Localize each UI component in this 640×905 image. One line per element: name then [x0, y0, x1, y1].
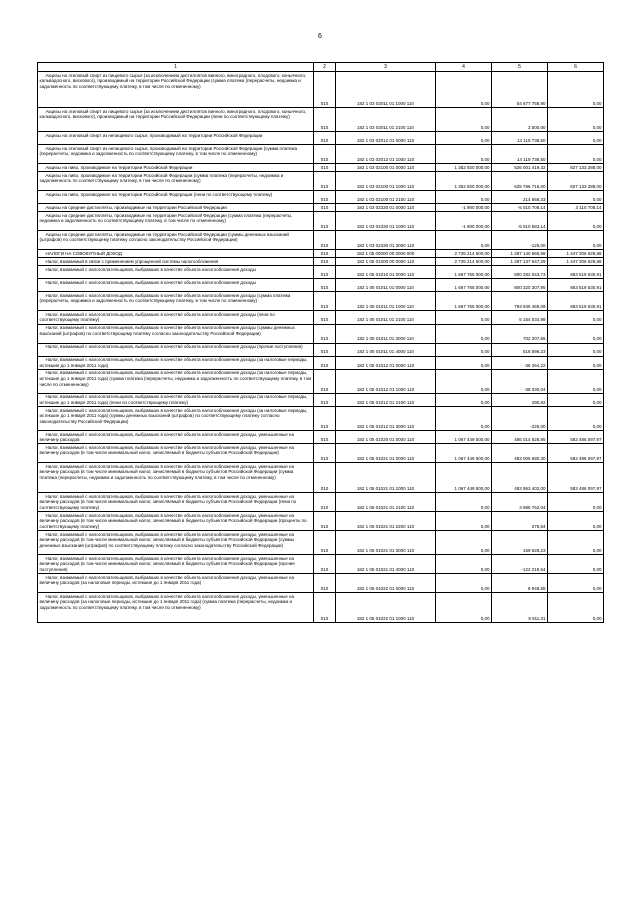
row-unexecuted: 0,00 — [548, 212, 604, 231]
row-unexecuted: 0,00 — [548, 324, 604, 343]
row-approved: 0,00 — [436, 407, 492, 431]
row-name-text: Налог, взимаемый с налогоплательщиков, выбравших в качестве объекта налогообложения доходы, уменьшенные на величину расходов (за налоговые периоды, истекшие до 1 января 2011 года) — [39, 574, 295, 586]
row-approved: 0,00 — [436, 369, 492, 393]
row-unexecuted: 0,00 — [548, 145, 604, 164]
row-line-code: 010 — [314, 231, 336, 250]
row-budget-code: 182 1 03 02011 01 1000 110 — [336, 72, 436, 108]
row-line-code: 010 — [314, 132, 336, 145]
row-name-text: Акцизы на этиловый спирт из непищевого сырья, производимый на территории Российской Федерации — [45, 132, 263, 138]
row-budget-code: 182 1 03 02330 01 0000 110 — [336, 204, 436, 212]
row-name-text: Налог, взимаемый с налогоплательщиков, выбравших в качестве объекта налогообложения доходы (за налоговые периоды, истекшие до 1 января 2011 года) (пени по соответствующему платежу) — [39, 394, 308, 405]
row-line-code: 010 — [314, 356, 336, 369]
row-executed: 8 911,31 — [492, 593, 548, 623]
row-name — [38, 574, 314, 593]
row-approved: 0,00 — [436, 531, 492, 555]
row-line-code: 010 — [314, 431, 336, 444]
row-name — [38, 531, 314, 555]
row-budget-code: 182 1 05 01022 01 0000 110 — [336, 574, 436, 593]
row-executed: -5 010 583,14 — [492, 212, 548, 231]
row-name — [38, 356, 314, 369]
row-budget-code: 182 1 03 02100 01 1000 110 — [336, 172, 436, 191]
row-executed: 14 119 738,50 — [492, 145, 548, 164]
row-approved: 1 352 920 000,00 — [436, 172, 492, 191]
row-approved: 0,00 — [436, 324, 492, 343]
row-line-code: 010 — [314, 204, 336, 212]
table-row — [38, 531, 604, 555]
row-unexecuted: 827 133 288,00 — [548, 172, 604, 191]
row-executed: 793 945 469,09 — [492, 292, 548, 311]
row-executed: 54 677 758,90 — [492, 72, 548, 108]
row-approved: 1 667 765 000,00 — [436, 266, 492, 279]
row-budget-code: 182 1 05 01012 01 0000 110 — [336, 356, 436, 369]
row-approved: 0,00 — [436, 108, 492, 132]
table-row — [38, 172, 604, 191]
row-approved: 1 667 765 000,00 — [436, 279, 492, 292]
table-row — [38, 555, 604, 574]
row-name — [38, 369, 314, 393]
row-name-text: Акцизы на средние дистилляты, производимые на территории Российской Федерации (сумма платежа (перерасчеты, недоимка и задолженность по соответствующему платежу, в том числе по отмененному) — [39, 212, 293, 224]
row-line-code: 010 — [314, 463, 336, 493]
row-unexecuted: 583 486 097,97 — [548, 431, 604, 444]
row-name — [38, 172, 314, 191]
row-name-text: Акцизы на этиловый спирт из пищевого сырья (за исключением дистиллятов винного, виноградного, плодового, коньячного, кальвадосного, вискового), производимый на территории Российской Федерации (сумма платежа (перерасчеты, недоимка и задолженность по соответствующему платежу, в том числе по отмененному) — [39, 72, 307, 89]
row-name — [38, 292, 314, 311]
row-name-text: Налог, взимаемый с налогоплательщиков, выбравших в качестве объекта налогообложения доходы, уменьшенные на величину расходов (в том числе минимальный налог, зачисляемый в бюджеты субъектов Российской Федерации (проценты по соответствующему платежу) — [39, 512, 307, 529]
row-executed: 290,82 — [492, 393, 548, 406]
row-name-text: Налог, взимаемый с налогоплательщиков, выбравших в качестве объекта налогообложения доходы (за налоговые периоды, истекшие до 1 января 2011 года) — [39, 357, 308, 368]
row-line-code: 010 — [314, 258, 336, 266]
row-approved: 0,00 — [436, 132, 492, 145]
row-approved: 0,00 — [436, 356, 492, 369]
row-unexecuted: 0,00 — [548, 493, 604, 512]
row-approved: 1 067 449 500,00 — [436, 444, 492, 463]
row-executed: 486 014 628,85 — [492, 431, 548, 444]
row-budget-code: 182 1 03 02100 01 2100 110 — [336, 191, 436, 204]
row-executed: 276,64 — [492, 512, 548, 531]
row-line-code: 010 — [314, 343, 336, 356]
row-budget-code: 182 1 05 01011 01 0000 110 — [336, 279, 436, 292]
row-name — [38, 266, 314, 279]
report-table — [37, 62, 604, 623]
row-name-text: Налог, взимаемый с налогоплательщиков, выбравших в качестве объекта налогообложения доходы (за налоговые периоды, истекшие до 1 января 2011 года) (сумма платежа (перерасчеты, недоимка и задолженность по соответствующему платежу, в том числе по отмененному) — [39, 370, 312, 387]
row-name — [38, 311, 314, 324]
row-name — [38, 108, 314, 132]
row-name-text: НАЛОГИ НА СОВОКУПНЫЙ ДОХОД — [45, 250, 122, 256]
row-budget-code: 182 1 05 01010 01 0000 110 — [336, 266, 436, 279]
column-header: 1 — [38, 63, 314, 72]
table-row — [38, 250, 604, 258]
row-name — [38, 279, 314, 292]
row-line-code: 010 — [314, 324, 336, 343]
row-name — [38, 204, 314, 212]
column-header: 2 — [314, 63, 336, 72]
row-line-code: 010 — [314, 279, 336, 292]
row-executed: 800 320 307,95 — [492, 279, 548, 292]
table-row — [38, 279, 604, 292]
row-name — [38, 555, 314, 574]
row-executed: -38 264,22 — [492, 356, 548, 369]
row-name — [38, 593, 314, 623]
column-header: 5 — [492, 63, 548, 72]
row-name-text: Налог, взимаемый в связи с применением упрощенной системы налогообложения — [45, 258, 219, 264]
row-unexecuted: 0,00 — [548, 191, 604, 204]
row-name — [38, 444, 314, 463]
row-name-text: Налог, взимаемый с налогоплательщиков, выбравших в качестве объекта налогообложения доходы — [45, 279, 256, 285]
row-line-code: 010 — [314, 512, 336, 531]
row-name — [38, 145, 314, 164]
row-executed: -38 330,04 — [492, 369, 548, 393]
row-name-text: Налог, взимаемый с налогоплательщиков, выбравших в качестве объекта налогообложения доходы, уменьшенные на величину расходов (в том числе минимальный налог, зачисляемый в бюджеты субъектов Российской Федерации (прочие поступления) — [39, 555, 295, 572]
column-number-row — [38, 63, 604, 72]
row-approved: 1 067 449 500,00 — [436, 463, 492, 493]
report-body — [38, 72, 604, 623]
row-name — [38, 512, 314, 531]
row-approved: 0,00 — [436, 311, 492, 324]
row-approved: 0,00 — [436, 393, 492, 406]
row-executed: 483 963 402,00 — [492, 463, 548, 493]
row-budget-code: 182 1 03 02012 01 1000 110 — [336, 145, 436, 164]
row-budget-code: 182 1 05 01011 01 4000 110 — [336, 343, 436, 356]
row-unexecuted: 0,00 — [548, 512, 604, 531]
row-approved: 0,00 — [436, 493, 492, 512]
row-approved: 0,00 — [436, 574, 492, 593]
row-name-text: Акцизы на этиловый спирт из пищевого сырья (за исключением дистиллятов винного, виноградного, плодового, коньячного, кальвадосного, вискового), производимый на территории Российской Федерации (пени по соответствующему платежу) — [39, 108, 307, 120]
row-approved: 0,00 — [436, 231, 492, 250]
row-budget-code: 182 1 05 01021 01 0000 110 — [336, 444, 436, 463]
row-approved: -1 900 000,00 — [436, 204, 492, 212]
row-approved: 1 352 920 000,00 — [436, 164, 492, 172]
row-executed: 483 005 680,30 — [492, 444, 548, 463]
row-approved: 0,00 — [436, 555, 492, 574]
row-name — [38, 324, 314, 343]
row-name-text: Налог, взимаемый с налогоплательщиков, выбравших в качестве объекта налогообложения доходы, уменьшенные на величину расходов (в том числе минимальный налог, зачисляемый в бюджеты субъектов Российской Федерации) — [39, 444, 295, 456]
row-name — [38, 212, 314, 231]
column-header: 3 — [336, 63, 436, 72]
row-budget-code: 182 1 05 01011 01 2100 110 — [336, 311, 436, 324]
row-line-code: 010 — [314, 172, 336, 191]
row-name-text: Налог, взимаемый с налогоплательщиков, выбравших в качестве объекта налогообложения доходы, уменьшенные на величину расходов (за налоговые периоды, истекшие до 1 января 2011 года) (сумма платежа (перерасчеты, недоимка и задолженность по соответствующему платежу, в том числе по отмененному) — [39, 593, 295, 610]
row-executed: 702 207,65 — [492, 324, 548, 343]
row-name-text: Акцизы на пиво, производимое на территории Российской Федерации — [45, 164, 193, 170]
table-row — [38, 574, 604, 593]
row-line-code: 010 — [314, 369, 336, 393]
row-unexecuted: 583 486 097,97 — [548, 444, 604, 463]
table-row — [38, 444, 604, 463]
row-unexecuted: 1 447 306 628,88 — [548, 250, 604, 258]
row-name — [38, 191, 314, 204]
row-executed: 14 119 738,50 — [492, 132, 548, 145]
row-budget-code: 182 1 05 01021 01 1000 110 — [336, 463, 436, 493]
table-row — [38, 407, 604, 431]
row-approved: -1 900 000,00 — [436, 212, 492, 231]
row-line-code: 010 — [314, 593, 336, 623]
row-budget-code: 182 1 05 01021 01 2200 110 — [336, 512, 436, 531]
table-row — [38, 343, 604, 356]
row-budget-code: 182 1 05 01012 01 2100 110 — [336, 393, 436, 406]
row-budget-code: 182 1 05 01011 01 1000 110 — [336, 292, 436, 311]
row-unexecuted: 0,00 — [548, 393, 604, 406]
row-name-text: Налог, взимаемый с налогоплательщиков, выбравших в качестве объекта налогообложения доходы, уменьшенные на величину расходов (в том числе минимальный налог, зачисляемый в бюджеты субъектов Российской Федерации (суммы денежных взысканий (штрафов) по соответствующему платежу согласно законодательству Российской Федерации) — [39, 531, 295, 548]
table-row — [38, 191, 604, 204]
row-approved: 0,00 — [436, 145, 492, 164]
row-unexecuted: 863 519 530,91 — [548, 266, 604, 279]
table-row — [38, 266, 604, 279]
row-budget-code: 182 1 05 01022 01 1000 110 — [336, 593, 436, 623]
table-row — [38, 369, 604, 393]
page-number: 6 — [318, 33, 322, 40]
row-name-text: Налог, взимаемый с налогоплательщиков, выбравших в качестве объекта налогообложения доходы (суммы денежных взысканий (штрафов) по соответствующему платежу согласно законодательству Российской Федерации) — [39, 325, 295, 336]
row-unexecuted: 583 486 097,97 — [548, 463, 604, 493]
row-name-text: Налог, взимаемый с налогоплательщиков, выбравших в качестве объекта налогообложения доходы (за налоговые периоды, истекшие до 1 января 2011 года) (суммы денежных взысканий (штрафов) по соответствующему платежу согласно законодательству Российской Федерации) — [39, 407, 308, 424]
row-approved: 1 667 765 000,00 — [436, 292, 492, 311]
row-executed: 3 986 762,04 — [492, 493, 548, 512]
row-executed: 525 786 716,00 — [492, 172, 548, 191]
row-unexecuted: 0,00 — [548, 311, 604, 324]
row-name — [38, 132, 314, 145]
row-budget-code: 182 1 05 01021 01 2100 110 — [336, 493, 436, 512]
row-budget-code: 182 1 05 00000 00 0000 000 — [336, 250, 436, 258]
row-unexecuted: 0,00 — [548, 356, 604, 369]
row-line-code: 010 — [314, 531, 336, 555]
row-budget-code: 182 1 03 02330 01 3000 110 — [336, 231, 436, 250]
row-name — [38, 72, 314, 108]
row-name-text: Налог, взимаемый с налогоплательщиков, выбравших в качестве объекта налогообложения доходы (пени по соответствующему платежу) — [39, 311, 275, 323]
row-line-code: 010 — [314, 292, 336, 311]
table-row — [38, 431, 604, 444]
row-name-text: Акцизы на средние дистилляты, производимые на территории Российской Федерации (суммы денежных взысканий (штрафов) по соответствующему платежу согласно законодательству Российской Федерации) — [39, 231, 289, 243]
row-executed: -225,00 — [492, 407, 548, 431]
row-unexecuted: 0,00 — [548, 574, 604, 593]
row-name — [38, 343, 314, 356]
table-row — [38, 132, 604, 145]
row-budget-code: 182 1 03 02012 01 0000 110 — [336, 132, 436, 145]
row-approved: 0,00 — [436, 72, 492, 108]
row-budget-code: 182 1 05 01020 01 0000 110 — [336, 431, 436, 444]
row-unexecuted: 0,00 — [548, 407, 604, 431]
row-budget-code: 182 1 05 01000 00 0000 110 — [336, 258, 436, 266]
table-row — [38, 231, 604, 250]
row-executed: 214 668,33 — [492, 191, 548, 204]
table-row — [38, 311, 604, 324]
row-name-text: Налог, взимаемый с налогоплательщиков, выбравших в качестве объекта налогообложения доходы, уменьшенные на величину расходов (в том числе минимальный налог, зачисляемый в бюджеты субъектов Российской Федерации (пени по соответствующему платежу) — [39, 493, 297, 510]
row-approved: 2 735 214 500,00 — [436, 250, 492, 258]
row-executed: 169 628,23 — [492, 531, 548, 555]
table-row — [38, 324, 604, 343]
row-line-code: 010 — [314, 164, 336, 172]
table-row — [38, 108, 604, 132]
row-executed: 3 500,00 — [492, 108, 548, 132]
row-unexecuted: 863 519 530,91 — [548, 292, 604, 311]
row-budget-code: 182 1 05 01012 01 3000 110 — [336, 407, 436, 431]
row-unexecuted: 0,00 — [548, 343, 604, 356]
table-row — [38, 593, 604, 623]
table-row — [38, 393, 604, 406]
row-budget-code: 182 1 05 01021 01 3000 110 — [336, 531, 436, 555]
row-name-text: Акцизы на этиловый спирт из непищевого сырья, производимый на территории Российской Федерации (сумма платежа (перерасчеты, недоимка и задолженность по соответствующему платежу, в том числе по отмененному) — [39, 145, 298, 157]
table-row — [38, 145, 604, 164]
row-unexecuted: 0,00 — [548, 72, 604, 108]
row-budget-code: 182 1 05 01021 01 4000 110 — [336, 555, 436, 574]
row-executed: 5 154 034,98 — [492, 311, 548, 324]
row-name — [38, 258, 314, 266]
row-name-text: Акцизы на пиво, производимое на территории Российской Федерации (пени по соответствующему платежу) — [45, 191, 273, 197]
table-row — [38, 164, 604, 172]
row-line-code: 010 — [314, 574, 336, 593]
row-line-code: 010 — [314, 407, 336, 431]
row-unexecuted: 0,00 — [548, 108, 604, 132]
row-unexecuted: 1 447 306 628,88 — [548, 258, 604, 266]
row-name — [38, 231, 314, 250]
table-row — [38, 493, 604, 512]
row-name-text: Налог, взимаемый с налогоплательщиков, выбравших в качестве объекта налогообложения доходы (прочие поступления) — [45, 344, 303, 349]
row-unexecuted: 0,00 — [548, 555, 604, 574]
row-unexecuted: 0,00 — [548, 531, 604, 555]
row-unexecuted: 827 133 288,00 — [548, 164, 604, 172]
row-approved: 0,00 — [436, 593, 492, 623]
row-name — [38, 431, 314, 444]
table-row — [38, 212, 604, 231]
row-executed: 800 282 043,73 — [492, 266, 548, 279]
row-name — [38, 393, 314, 406]
column-header: 4 — [436, 63, 492, 72]
table-row — [38, 204, 604, 212]
row-approved: 1 067 449 500,00 — [436, 431, 492, 444]
row-budget-code: 182 1 03 02100 01 0000 110 — [336, 164, 436, 172]
row-approved: 2 735 214 500,00 — [436, 258, 492, 266]
table-row — [38, 258, 604, 266]
row-executed: -125,00 — [492, 231, 548, 250]
row-budget-code: 182 1 03 02330 01 1000 110 — [336, 212, 436, 231]
row-line-code: 010 — [314, 108, 336, 132]
row-line-code: 010 — [314, 393, 336, 406]
row-name-text: Акцизы на пиво, производимое на территории Российской Федерации (сумма платежа (перерасчеты, недоимка и задолженность по соответствующему платежу, в том числе по отмененному) — [39, 172, 284, 184]
row-budget-code: 182 1 05 01012 01 1000 110 — [336, 369, 436, 393]
row-line-code: 010 — [314, 72, 336, 108]
row-name-text: Налог, взимаемый с налогоплательщиков, выбравших в качестве объекта налогообложения доходы (сумма платежа (перерасчеты, недоимка и задолженность по соответствующему платежу, в том числе по отмененному) — [39, 292, 291, 304]
row-name — [38, 164, 314, 172]
row-name-text: Налог, взимаемый с налогоплательщиков, выбравших в качестве объекта налогообложения доходы, уменьшенные на величину расходов (в том числе минимальный налог, зачисляемый в бюджеты субъектов Российской Федерации (сумма платежа (перерасчеты, недоимка и задолженность по соответствующему платежу, в том числе по отмененному) — [39, 463, 295, 480]
row-line-code: 010 — [314, 266, 336, 279]
row-executed: 526 001 419,32 — [492, 164, 548, 172]
row-name — [38, 250, 314, 258]
row-name-text: Налог, взимаемый с налогоплательщиков, выбравших в качестве объекта налогообложения доходы, уменьшенные на величину расходов — [39, 431, 295, 443]
row-executed: 8 948,55 — [492, 574, 548, 593]
row-approved: 0,00 — [436, 191, 492, 204]
row-executed: 518 596,23 — [492, 343, 548, 356]
row-executed: 1 287 137 647,29 — [492, 258, 548, 266]
row-line-code: 010 — [314, 311, 336, 324]
row-unexecuted: 863 519 530,91 — [548, 279, 604, 292]
row-approved: 0,00 — [436, 512, 492, 531]
table-row — [38, 72, 604, 108]
row-line-code: 010 — [314, 555, 336, 574]
column-header: 6 — [548, 63, 604, 72]
row-unexecuted: 0,00 — [548, 369, 604, 393]
row-line-code: 010 — [314, 212, 336, 231]
row-unexecuted: 3 110 708,14 — [548, 204, 604, 212]
row-name — [38, 407, 314, 431]
row-line-code: 010 — [314, 493, 336, 512]
row-executed: 1 287 140 665,58 — [492, 250, 548, 258]
table-row — [38, 356, 604, 369]
row-name-text: Акцизы на средние дистилляты, производимые на территории Российской Федерации — [45, 204, 227, 210]
row-line-code: 010 — [314, 250, 336, 258]
row-line-code: 010 — [314, 191, 336, 204]
row-unexecuted: 0,00 — [548, 231, 604, 250]
row-budget-code: 182 1 05 01011 01 3000 110 — [336, 324, 436, 343]
row-name — [38, 463, 314, 493]
table-row — [38, 292, 604, 311]
row-approved: 0,00 — [436, 343, 492, 356]
row-name-text: Налог, взимаемый с налогоплательщиков, выбравших в качестве объекта налогообложения доходы — [45, 266, 256, 272]
table-row — [38, 512, 604, 531]
row-executed: -122 219,64 — [492, 555, 548, 574]
row-budget-code: 182 1 03 02011 01 2100 110 — [336, 108, 436, 132]
table-row — [38, 463, 604, 493]
row-line-code: 010 — [314, 145, 336, 164]
row-name — [38, 493, 314, 512]
row-unexecuted: 0,00 — [548, 593, 604, 623]
row-line-code: 010 — [314, 444, 336, 463]
row-executed: -5 010 708,14 — [492, 204, 548, 212]
row-unexecuted: 0,00 — [548, 132, 604, 145]
